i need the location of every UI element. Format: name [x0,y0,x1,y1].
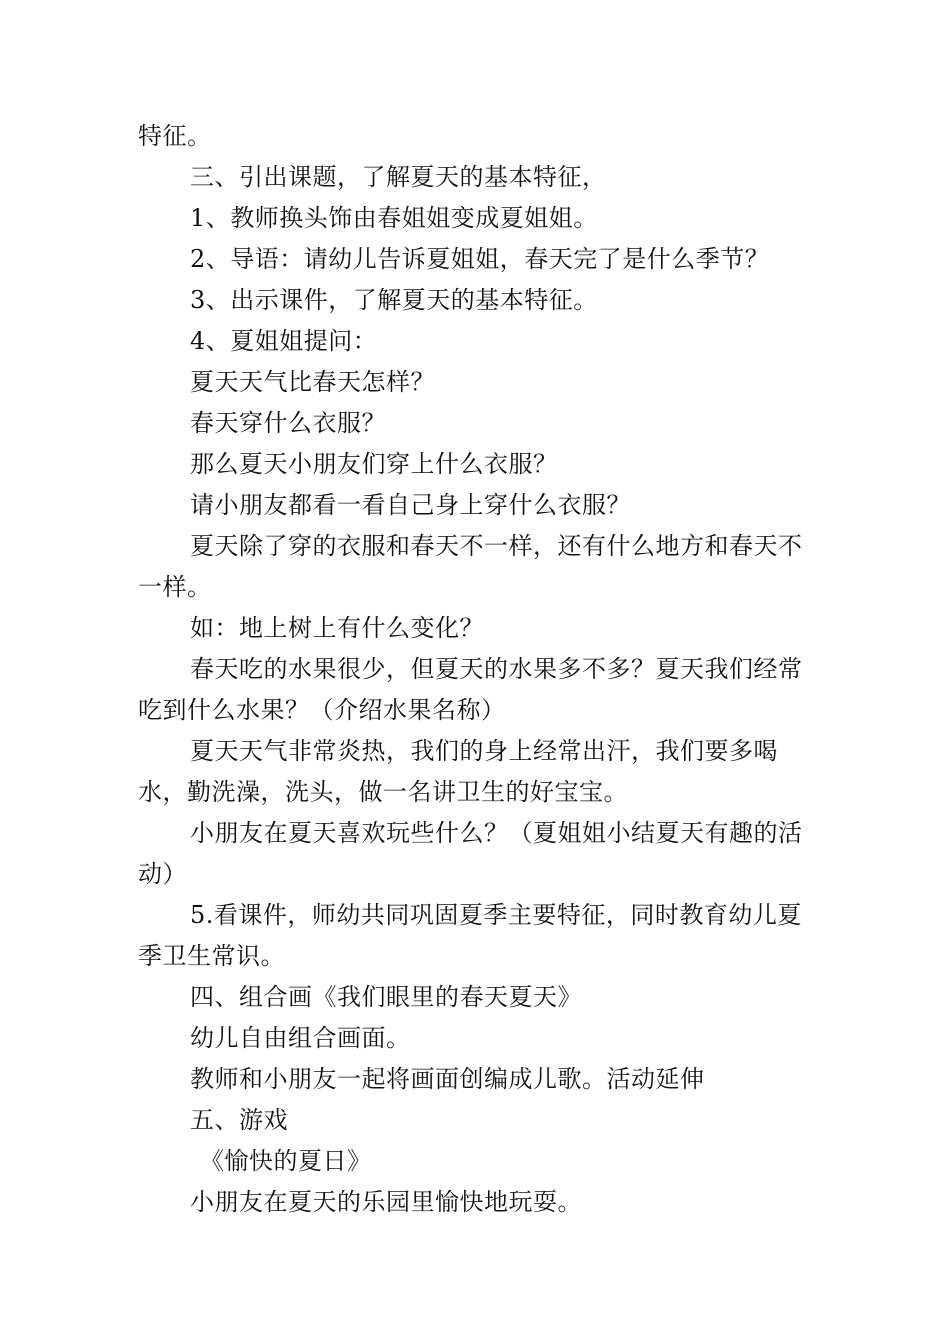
paragraph-fruits: 春天吃的水果很少，但夏天的水果多不多？夏天我们经常吃到什么水果？（介绍水果名称） [138,655,803,724]
question-differences: 夏天除了穿的衣服和春天不一样，还有什么地方和春天不一样。 [138,532,803,601]
paragraph-free-drawing: 幼儿自由组合画面。 [190,1024,411,1052]
paragraph-step-5: 5.看课件，师幼共同巩固夏季主要特征，同时教育幼儿夏季卫生常识。 [138,901,802,970]
paragraph-activities: 小朋友在夏天喜欢玩些什么？（夏姐姐小结夏天有趣的活动） [138,819,803,888]
paragraph-game: 小朋友在夏天的乐园里愉快地玩耍。 [190,1188,582,1216]
question-summer-clothes: 那么夏天小朋友们穿上什么衣服？ [190,450,558,478]
paragraph-continued: 特征。 [138,122,212,150]
game-title: 《愉快的夏日》 [200,1147,372,1175]
section-heading-5: 五、游戏 [190,1106,288,1134]
paragraph-song: 教师和小朋友一起将画面创编成儿歌。活动延伸 [190,1065,705,1093]
question-spring-clothes: 春天穿什么衣服？ [190,409,386,437]
paragraph-step-4: 4、夏姐姐提问： [190,327,378,355]
paragraph-step-3: 3、出示课件，了解夏天的基本特征。 [190,286,598,314]
question-trees: 如：地上树上有什么变化？ [190,614,484,642]
section-heading-4: 四、组合画《我们眼里的春天夏天》 [190,983,582,1011]
paragraph-step-1: 1、教师换头饰由春姐姐变成夏姐姐。 [190,204,598,232]
paragraph-hygiene: 夏天天气非常炎热，我们的身上经常出汗，我们要多喝水，勤洗澡，洗头，做一名讲卫生的好宝宝。 [138,737,778,806]
section-heading-3: 三、引出课题，了解夏天的基本特征， [190,163,607,191]
question-weather: 夏天天气比春天怎样？ [190,368,435,396]
document-body [138,116,814,1223]
question-own-clothes: 请小朋友都看一看自己身上穿什么衣服？ [190,491,631,519]
paragraph-step-2: 2、导语：请幼儿告诉夏姐姐，春天完了是什么季节？ [190,245,770,273]
